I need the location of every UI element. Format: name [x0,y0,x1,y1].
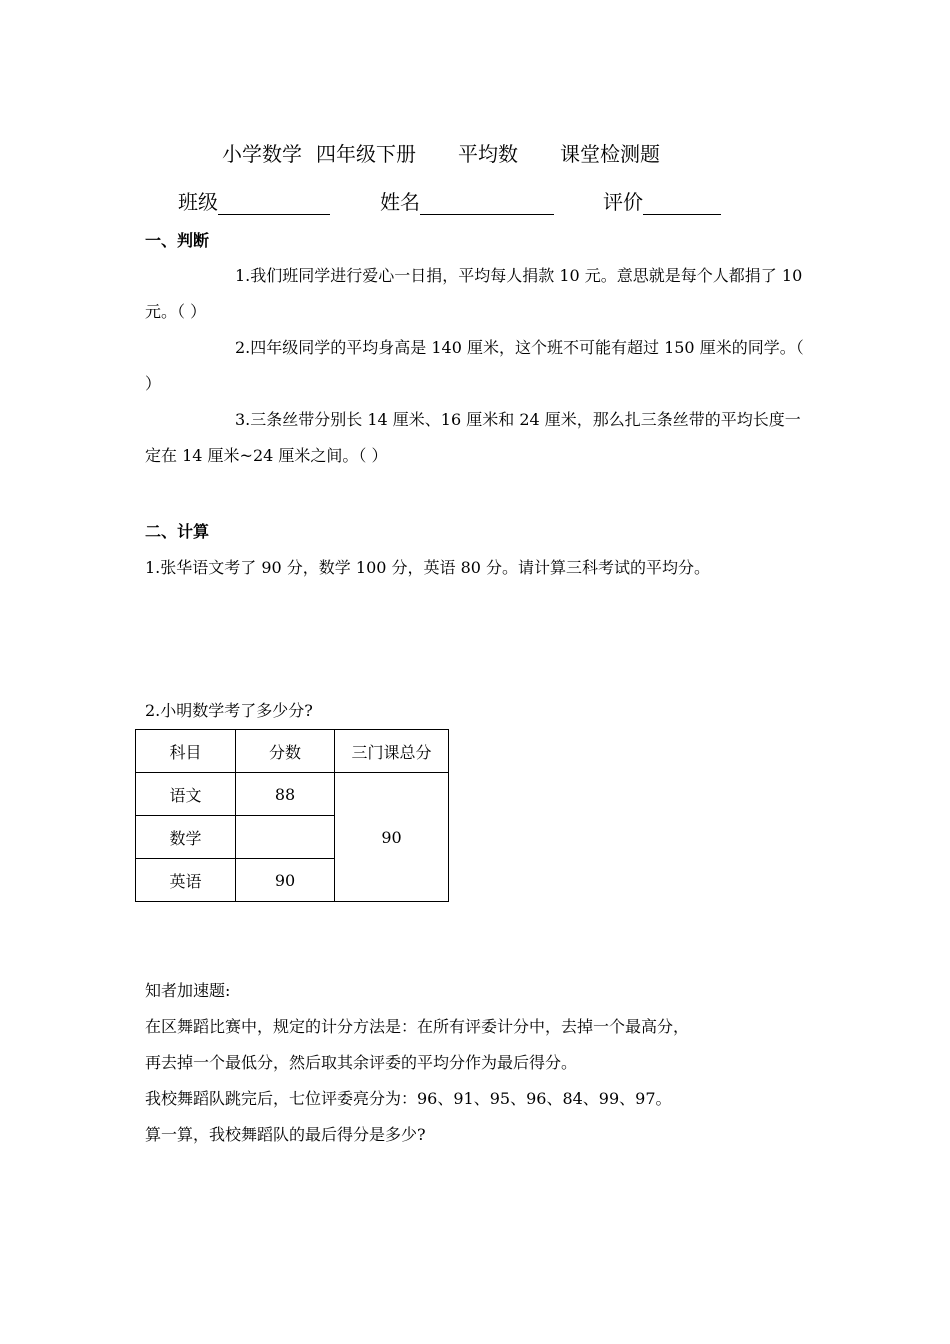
bonus-line-4: 算一算，我校舞蹈队的最后得分是多少? [145,1125,426,1144]
class-blank[interactable] [218,192,330,215]
score-table [135,729,449,902]
cell-subject: 数学 [136,816,236,859]
header-score: 分数 [236,730,335,773]
header-total: 三门课总分 [335,730,449,773]
class-field [178,186,330,215]
class-label: 班级 [178,190,218,214]
eval-label: 评价 [603,190,643,214]
title-subject: 小学数学 [222,142,302,166]
table-header-row [136,730,449,773]
cell-score: 88 [236,773,335,816]
calc-question-2: 2.小明数学考了多少分? [145,701,313,720]
header-subject: 科目 [136,730,236,773]
cell-total: 90 [335,773,449,902]
title-topic: 平均数 [458,142,518,166]
name-label: 姓名 [380,190,420,214]
cell-score-blank[interactable] [236,816,335,859]
bonus-line-2: 再去掉一个最低分，然后取其余评委的平均分作为最后得分。 [145,1053,578,1072]
title-grade: 四年级下册 [316,142,416,166]
eval-field [603,186,721,215]
judge-item-2: 2.四年级同学的平均身高是 140 厘米，这个班不可能有超过 150 厘米的同学。（ ） [145,338,804,393]
cell-subject: 语文 [136,773,236,816]
section-calc-heading: 二、计算 [145,522,210,541]
section-judge-heading: 一、判断 [145,231,210,250]
table-row [136,773,449,816]
judge-item-1: 1.我们班同学进行爱心一日捐，平均每人捐款 10 元。意思就是每个人都捐了 10 元。（ ） [145,266,803,321]
name-field [380,186,554,215]
judge-item-3: 3.三条丝带分别长 14 厘米、16 厘米和 24 厘米，那么扎三条丝带的平均长度一定在 14 厘米~24 厘米之间。（ ） [145,410,801,465]
bonus-line-3: 我校舞蹈队跳完后，七位评委亮分为：96、91、95、96、84、99、97。 [145,1089,672,1108]
eval-blank[interactable] [643,192,721,215]
bonus-line-1: 在区舞蹈比赛中，规定的计分方法是：在所有评委计分中，去掉一个最高分， [145,1017,690,1036]
cell-score: 90 [236,859,335,902]
page-title [222,138,702,167]
cell-subject: 英语 [136,859,236,902]
calc-question-1: 1.张华语文考了 90 分，数学 100 分，英语 80 分。请计算三科考试的平均分。 [145,558,711,577]
name-blank[interactable] [420,192,554,215]
bonus-heading: 知者加速题: [145,981,231,1000]
title-type: 课堂检测题 [560,142,660,166]
